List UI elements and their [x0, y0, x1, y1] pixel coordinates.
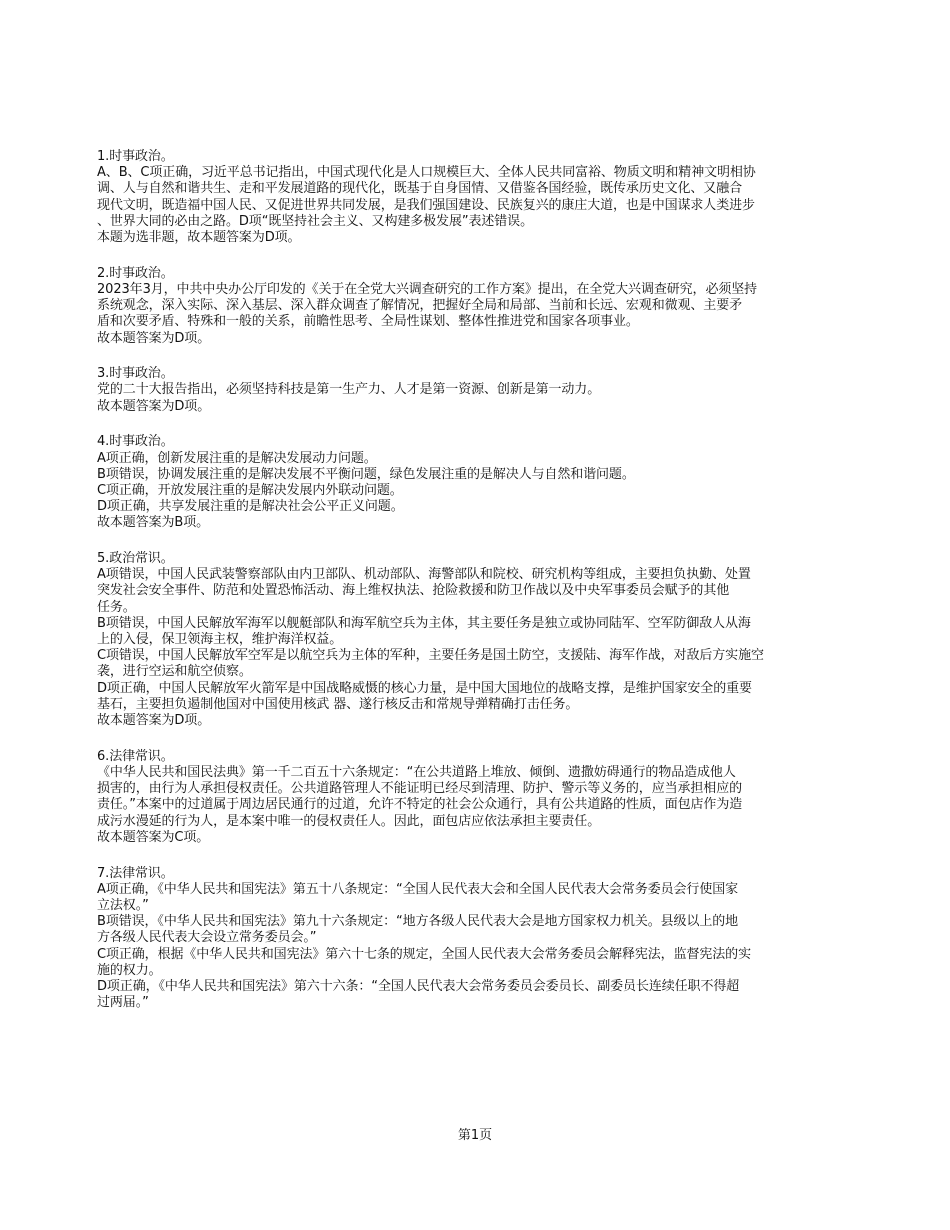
page-number: 第1页 — [457, 1128, 493, 1143]
text-line: 过两届。” — [97, 995, 149, 1011]
answer-section-4 — [97, 434, 873, 531]
text-line: A项正确，创新发展注重的是解决发展动力问题。 — [97, 450, 377, 466]
document-body — [97, 149, 873, 1031]
text-line: 4.时事政治。 — [97, 434, 174, 450]
text-line: 故本题答案为D项。 — [97, 398, 211, 414]
text-line: 袭，进行空运和航空侦察。 — [97, 664, 252, 680]
text-line: 故本题答案为C项。 — [97, 829, 210, 845]
text-line: D项正确，中国人民解放军火箭军是中国战略威慑的核心力量，是中国大国地位的战略支撑，是维护国家安全的重要 — [97, 680, 752, 696]
text-line: B项错误，中国人民解放军海军以舰艇部队和海军航空兵为主体，其主要任务是独立或协同陆军、空军防御敌人从海 — [97, 615, 751, 631]
text-line: 《中华人民共和国民法典》第一千二百五十六条规定：“在公共道路上堆放、倾倒、遗撒妨碍通行的物品造成他人 — [97, 765, 736, 780]
text-line: 5.政治常识。 — [97, 551, 174, 567]
text-line: C项错误，中国人民解放军空军是以航空兵为主体的军种，主要任务是国土防空，支援陆、海军作战，对敌后方实施空 — [97, 648, 764, 664]
answer-section-2 — [97, 266, 873, 347]
text-line: 2.时事政治。 — [97, 265, 174, 281]
text-line: 成污水漫延的行为人，是本案中唯一的侵权责任人。因此，面包店应依法承担主要责任。 — [97, 813, 601, 829]
text-line: D项正确，共享发展注重的是解决社会公平正义问题。 — [97, 499, 404, 515]
text-line: B项错误，协调发展注重的是解决发展不平衡问题，绿色发展注重的是解决人与自然和谐问题。 — [97, 466, 635, 482]
text-line: A项正确，《中华人民共和国宪法》第五十八条规定：“全国人民代表大会和全国人民代表大会常务委员会行使国家 — [97, 881, 739, 897]
text-line: D项正确，《中华人民共和国宪法》第六十六条：“全国人民代表大会常务委员会委员长、副委员长连续任职不得超 — [97, 978, 740, 994]
text-line: 立法权。” — [97, 897, 149, 913]
text-line: 系统观念，深入实际、深入基层、深入群众调查了解情况，把握好全局和局部、当前和长远、宏观和微观、主要矛 — [97, 298, 743, 314]
text-line: 现代文明，既造福中国人民、又促进世界共同发展，是我们强国建设、民族复兴的康庄大道，也是中国谋求人类进步 — [97, 197, 755, 213]
text-line: 2023年3月，中共中央办公厅印发的《关于在全党大兴调查研究的工作方案》提出，在全党大兴调查研究，必须坚持 — [97, 281, 758, 297]
text-line: 3.时事政治。 — [97, 366, 174, 382]
text-line: 基石，主要担负遏制他国对中国使用核武 器、遂行核反击和常规导弹精确打击任务。 — [97, 696, 579, 712]
text-line: 任务。 — [97, 599, 136, 615]
text-line: 责任。”本案中的过道属于周边居民通行的过道，允许不特定的社会公众通行，具有公共道路的性质，面包店作为造 — [97, 797, 743, 813]
text-line: 损害的，由行为人承担侵权责任。公共道路管理人不能证明已经尽到清理、防护、警示等义务的，应当承担相应的 — [97, 781, 743, 797]
answer-section-7 — [97, 866, 873, 1012]
text-line: 故本题答案为D项。 — [97, 330, 211, 346]
text-line: A项错误，中国人民武装警察部队由内卫部队、机动部队、海警部队和院校、研究机构等组成，主要担负执勤、处置 — [97, 567, 751, 583]
text-line: 党的二十大报告指出，必须坚持科技是第一生产力、人才是第一资源、创新是第一动力。 — [97, 382, 601, 398]
text-line: B项错误，《中华人民共和国宪法》第九十六条规定：“地方各级人民代表大会是地方国家权力机关。县级以上的地 — [97, 914, 739, 930]
text-line: A、B、C项正确，习近平总书记指出，中国式现代化是人口规模巨大、全体人民共同富裕、物质文明和精神文明相协 — [97, 165, 756, 181]
text-line: 上的入侵，保卫领海主权，维护海洋权益。 — [97, 632, 343, 648]
text-line: C项正确，开放发展注重的是解决发展内外联动问题。 — [97, 482, 403, 498]
text-line: 施的权力。 — [97, 962, 162, 978]
text-line: 调、人与自然和谐共生、走和平发展道路的现代化，既基于自身国情、又借鉴各国经验，既传承历史文化、又融合 — [97, 181, 743, 197]
answer-section-3 — [97, 366, 873, 415]
text-line: 突发社会安全事件、防范和处置恐怖活动、海上维权执法、抢险救援和防卫作战以及中央军事委员会赋予的其他 — [97, 583, 730, 599]
text-line: 方各级人民代表大会设立常务委员会。” — [97, 930, 317, 946]
text-line: 故本题答案为B项。 — [97, 515, 210, 531]
text-line: 7.法律常识。 — [97, 865, 174, 881]
text-line: 6.法律常识。 — [97, 748, 174, 764]
text-line: 本题为选非题，故本题答案为D项。 — [97, 230, 301, 246]
text-line: 盾和次要矛盾、特殊和一般的关系，前瞻性思考、全局性谋划、整体性推进党和国家各项事业。 — [97, 314, 639, 330]
text-line: C项正确，根据《中华人民共和国宪法》第六十七条的规定，全国人民代表大会常务委员会解释宪法，监督宪法的实 — [97, 946, 751, 962]
text-line: 1.时事政治。 — [97, 149, 174, 164]
text-line: 、世界大同的必由之路。D项“既坚持社会主义、又构建多极发展”表述错误。 — [97, 213, 533, 229]
answer-section-1 — [97, 149, 873, 246]
answer-section-5 — [97, 551, 873, 729]
answer-section-6 — [97, 749, 873, 846]
text-line: 故本题答案为D项。 — [97, 713, 211, 729]
